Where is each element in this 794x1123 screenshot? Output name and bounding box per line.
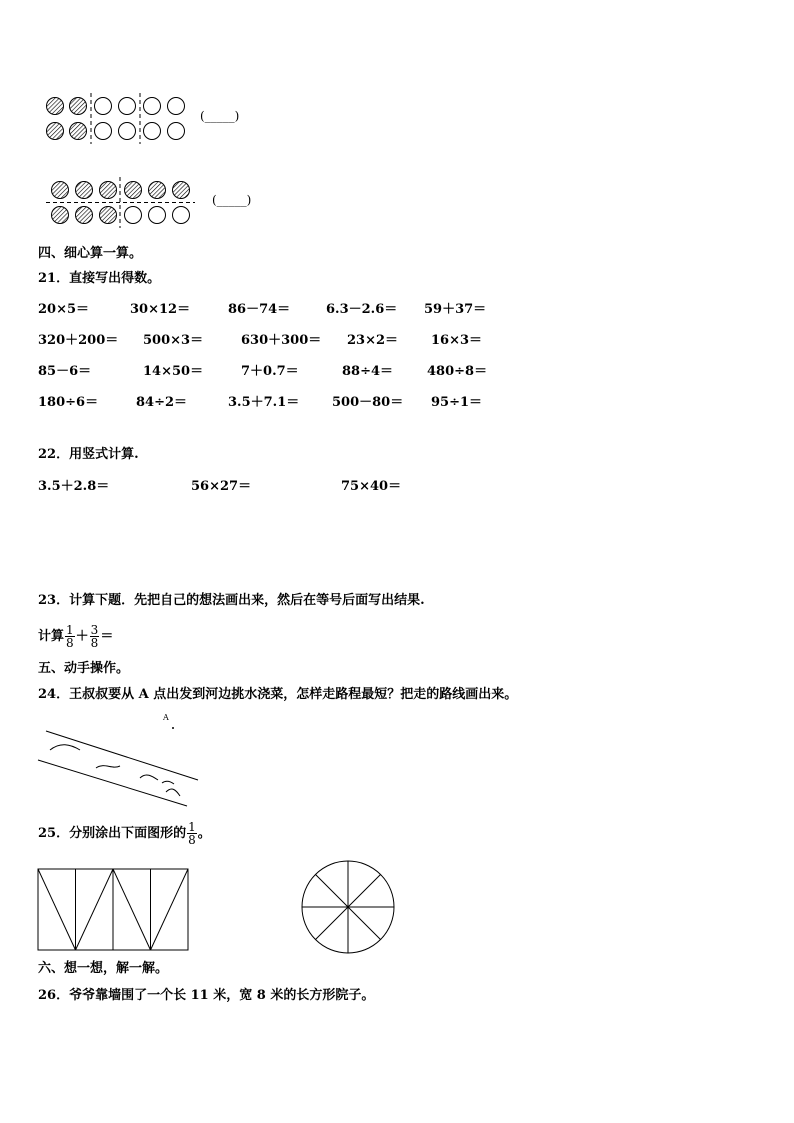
q21-item: 14×50＝ (143, 364, 204, 379)
q21-item: 23×2＝ (347, 333, 399, 348)
q23-fraction-2: $\frac{3}{8}$ (90, 623, 99, 650)
q21-item: 86－74＝ (228, 302, 291, 317)
q23-title: 23．计算下题．先把自己的想法画出来，然后在等号后面写出结果. (38, 593, 425, 608)
q21-item: 88÷4＝ (342, 364, 394, 379)
circle-figure (302, 861, 394, 953)
q22-item: 75×40＝ (341, 479, 402, 494)
q21-item: 95÷1＝ (431, 395, 483, 410)
section-five-heading: 五、动手操作。 (38, 661, 130, 676)
q21-item: 180÷6＝ (38, 395, 99, 410)
q23-equals: ＝ (100, 629, 114, 644)
point-a-label: A (163, 713, 169, 722)
q25-title-line (38, 816, 211, 852)
q23-expression (38, 621, 113, 653)
rectangle-figure (38, 869, 188, 950)
circle-group-2 (46, 177, 195, 228)
q26-title: 26．爷爷靠墙围了一个长 11 米，宽 8 米的长方形院子。 (38, 988, 375, 1003)
q21-item: 480÷8＝ (427, 364, 488, 379)
q21-item: 7＋0.7＝ (241, 364, 299, 379)
section-six-heading: 六、想一想，解一解。 (38, 961, 169, 976)
q22-item: 3.5＋2.8＝ (38, 479, 110, 494)
q21-item: 30×12＝ (130, 302, 191, 317)
q25-fraction: $\frac{1}{8}$ (188, 820, 196, 847)
q22-item: 56×27＝ (191, 479, 252, 494)
q21-item: 20×5＝ (38, 302, 90, 317)
q21-title: 21．直接写出得数。 (38, 271, 161, 286)
q21-item: 3.5＋7.1＝ (228, 395, 300, 410)
q24-title: 24．王叔叔要从 A 点出发到河边挑水浇菜，怎样走路程最短？把走的路线画出来。 (38, 687, 518, 702)
q23-prefix: 计算 (38, 629, 65, 644)
river-figure (38, 731, 198, 806)
circle-group-2-answer[interactable]: (_____) (212, 193, 252, 207)
q21-item: 320＋200＝ (38, 333, 119, 348)
q21-item: 630＋300＝ (241, 333, 322, 348)
q21-item: 59＋37＝ (424, 302, 487, 317)
q21-item: 500－80＝ (332, 395, 404, 410)
q25-suffix: 。 (197, 826, 211, 841)
q23-plus: ＋ (75, 629, 89, 644)
circle-group-1 (47, 93, 185, 144)
q21-item: 85－6＝ (38, 364, 92, 379)
q21-item: 84÷2＝ (136, 395, 188, 410)
point-a-dot (172, 727, 174, 729)
q21-item: 6.3－2.6＝ (326, 302, 398, 317)
circle-group-1-answer[interactable]: (_____) (200, 109, 240, 123)
q23-fraction-1: $\frac{1}{8}$ (66, 623, 74, 650)
q21-item: 500×3＝ (143, 333, 204, 348)
section-four-heading: 四、细心算一算。 (38, 246, 143, 261)
q21-item: 16×3＝ (431, 333, 483, 348)
q22-title: 22．用竖式计算. (38, 447, 139, 462)
q25-title: 25．分别涂出下面图形的 (38, 826, 187, 841)
